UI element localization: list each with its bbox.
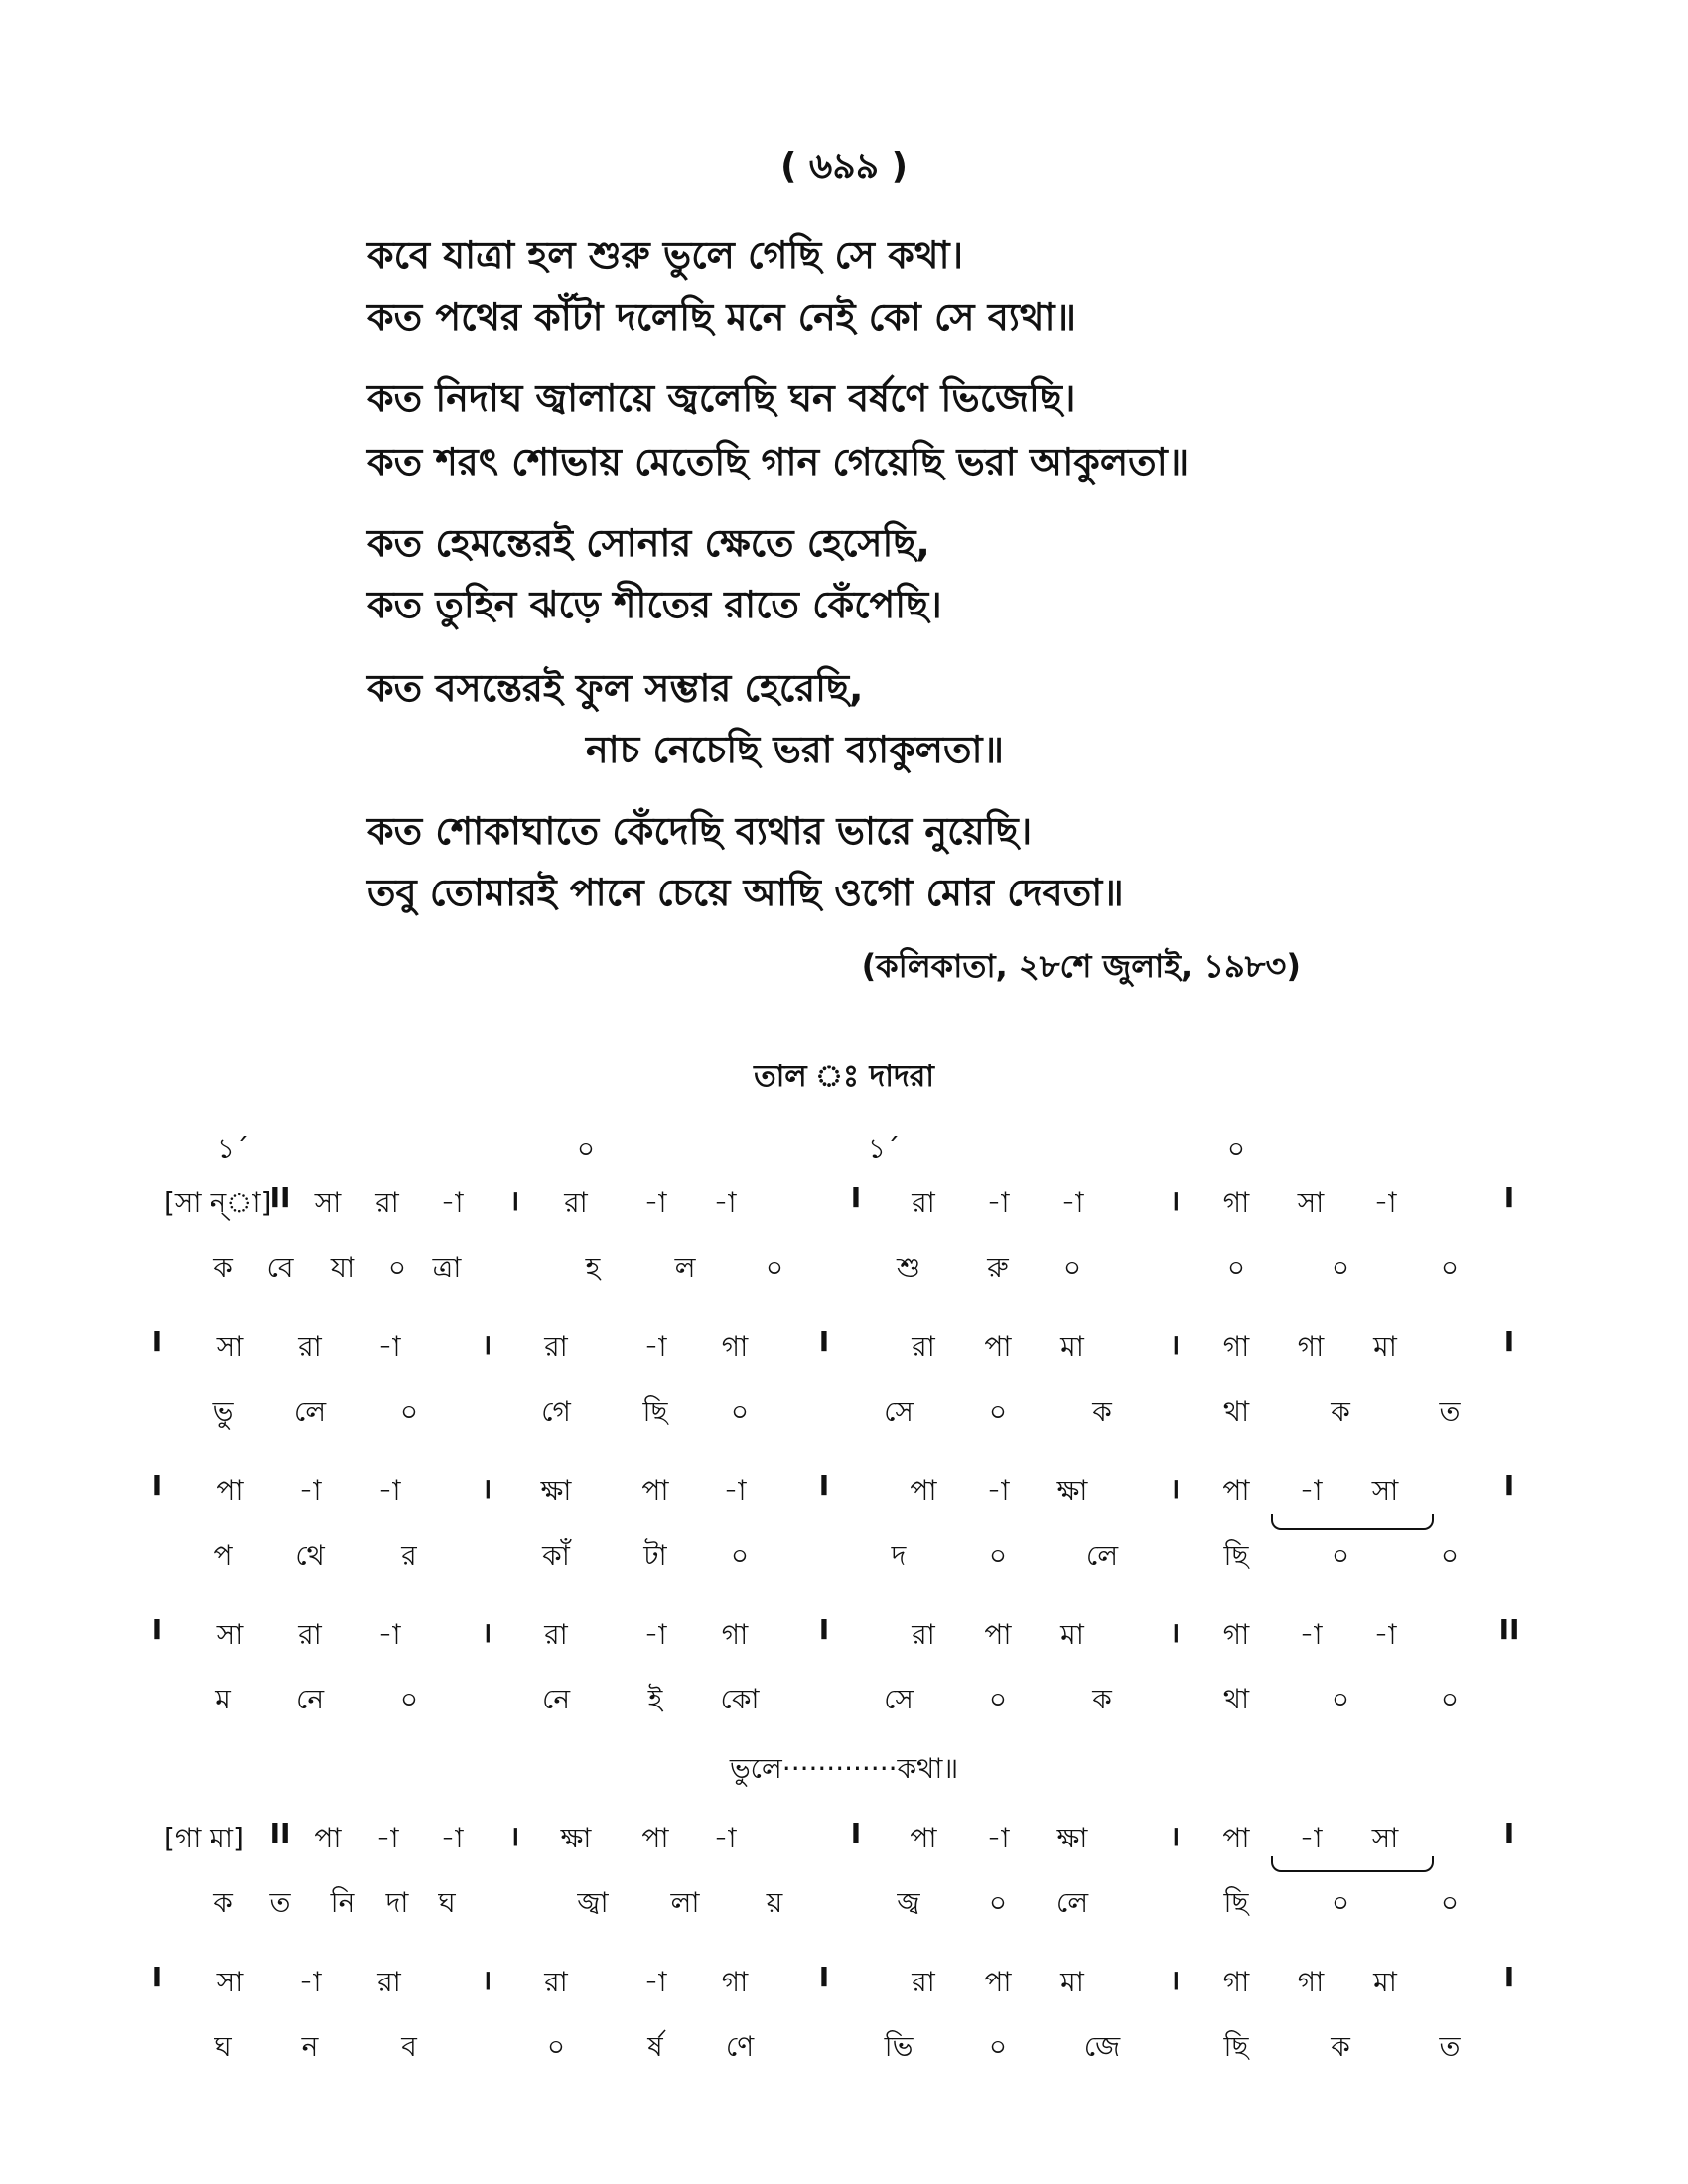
- notation-cell: ০: [546, 2030, 566, 2063]
- notation-cell: ০: [1440, 1886, 1460, 1919]
- barline: I: [1503, 1181, 1515, 1214]
- notation-cell: ক্ষা: [1056, 1474, 1088, 1507]
- notation-cell: ০: [1331, 1251, 1350, 1284]
- notation-cell: নে: [541, 1683, 571, 1715]
- lyric-line: নাচ নেচেছি ভরা ব্যাকুলতা॥: [586, 728, 1005, 771]
- lyric-line: কত তুহিন ঝড়ে শীতের রাতে কেঁপেছি।: [367, 583, 942, 626]
- notation-cell: সা: [216, 1330, 244, 1363]
- notation-cell: জ্ব: [897, 1886, 920, 1919]
- notation-cell: লা: [670, 1886, 700, 1919]
- notation-cell: সা: [216, 1618, 244, 1651]
- notation-cell: রা: [912, 1186, 935, 1219]
- notation-cell: টা: [643, 1539, 667, 1571]
- notation-cell: সা: [216, 1966, 244, 1998]
- lyric-line: কত হেমন্তেরই সোনার ক্ষেতে হেসেছি,: [367, 521, 930, 565]
- notation-cell: ০: [730, 1539, 750, 1571]
- notation-cell: লে: [293, 1395, 327, 1428]
- notation-cell: ০: [988, 1395, 1008, 1428]
- notation-cell: ক: [1331, 1395, 1350, 1428]
- notation-cell: মা: [1060, 1966, 1084, 1998]
- barline: ।: [1169, 1472, 1181, 1505]
- notation-cell: ০: [988, 1886, 1008, 1919]
- refrain-note: ভুলে·············কথা॥: [729, 1752, 959, 1785]
- notation-cell: -া: [375, 1822, 399, 1854]
- notation-cell: ত্রা: [432, 1251, 462, 1284]
- notation-cell: -া: [377, 1330, 401, 1363]
- notation-cell: -া: [1299, 1474, 1323, 1507]
- notation-cell: রু: [987, 1251, 1009, 1284]
- notation-cell: ণে: [725, 2030, 755, 2063]
- notation-cell: জ্বা: [577, 1886, 609, 1919]
- notation-cell: পা: [216, 1474, 244, 1507]
- notation-cell: গা: [1222, 1330, 1250, 1363]
- notation-cell: মা: [1060, 1330, 1084, 1363]
- notation-cell: গে: [541, 1395, 571, 1428]
- barline: ।: [1169, 1184, 1181, 1217]
- notation-cell: ছি: [1223, 2030, 1249, 2063]
- barline: II: [269, 1181, 291, 1214]
- notation-cell: -া: [723, 1474, 747, 1507]
- slur-mark: [1271, 1514, 1434, 1530]
- barline: I: [850, 1181, 862, 1214]
- lyric-line: কত পথের কাঁটা দলেছি মনে নেই কো সে ব্যথা॥: [367, 295, 1077, 339]
- barline: I: [151, 1961, 163, 1993]
- notation-cell: রা: [912, 1966, 935, 1998]
- notation-cell: ক: [213, 1251, 233, 1284]
- notation-cell: পা: [1222, 1822, 1250, 1854]
- notation-cell: পা: [641, 1474, 669, 1507]
- notation-cell: গা: [1222, 1966, 1250, 1998]
- notation-cell: -া: [713, 1186, 737, 1219]
- notation-cell: থা: [1222, 1683, 1250, 1715]
- notation-cell: গা: [1297, 1966, 1325, 1998]
- notation-cell: -া: [298, 1966, 322, 1998]
- notation-cell: ক: [1092, 1395, 1112, 1428]
- notation-cell: -া: [643, 1966, 667, 1998]
- notation-cell: গা: [721, 1330, 749, 1363]
- notation-cell: [সা ন্া]: [164, 1186, 272, 1219]
- notation-cell: প: [213, 1539, 233, 1571]
- notation-cell: ঘ: [438, 1886, 456, 1919]
- syllable-row: [0, 2025, 1688, 2065]
- notation-cell: পা: [314, 1822, 342, 1854]
- notation-cell: গা: [1222, 1186, 1250, 1219]
- barline: ।: [508, 1820, 520, 1852]
- notation-cell: জে: [1083, 2030, 1121, 2063]
- notation-cell: -া: [1373, 1186, 1397, 1219]
- lyric-line: কত শোকাঘাতে কেঁদেছি ব্যথার ভারে নুয়েছি।: [367, 809, 1033, 853]
- notation-cell: -া: [377, 1474, 401, 1507]
- notation-cell: -া: [1299, 1618, 1323, 1651]
- barline: ।: [1169, 1328, 1181, 1361]
- notation-cell: পা: [910, 1474, 937, 1507]
- notation-cell: রা: [912, 1330, 935, 1363]
- syllable-row: [0, 1678, 1688, 1717]
- page-number: ( ৬৯৯ ): [779, 146, 909, 187]
- notation-cell: নে: [295, 1683, 325, 1715]
- notation-cell: ০: [399, 1683, 419, 1715]
- barline: I: [850, 1817, 862, 1849]
- notation-cell: ০: [988, 1539, 1008, 1571]
- notation-cell: গা: [1297, 1330, 1325, 1363]
- notation-cell: পা: [1222, 1474, 1250, 1507]
- notation-cell: গা: [721, 1966, 749, 1998]
- notation-cell: সে: [884, 1683, 914, 1715]
- notation-cell: রা: [544, 1330, 568, 1363]
- lyric-line: কত নিদাঘ জ্বালায়ে জ্বলেছি ঘন বর্ষণে ভিজেছি।: [367, 376, 1076, 420]
- place-date: (কলিকাতা, ২৮শে জুলাই, ১৯৮৩): [861, 947, 1301, 985]
- notation-cell: ০: [765, 1251, 784, 1284]
- notation-row: [0, 1961, 1688, 2000]
- notation-cell: ০: [988, 2030, 1008, 2063]
- notation-cell: সা: [1371, 1822, 1399, 1854]
- barline: ।: [481, 1328, 492, 1361]
- notation-cell: রা: [544, 1618, 568, 1651]
- notation-cell: ঘ: [214, 2030, 232, 2063]
- notation-row: [0, 1325, 1688, 1365]
- notation-cell: -া: [440, 1186, 464, 1219]
- notation-cell: রা: [564, 1186, 588, 1219]
- notation-cell: ০: [988, 1683, 1008, 1715]
- syllable-row: [0, 1246, 1688, 1286]
- notation-cell: রা: [377, 1966, 401, 1998]
- notation-cell: দ: [891, 1539, 907, 1571]
- notation-cell: -া: [377, 1618, 401, 1651]
- notation-cell: মা: [1373, 1330, 1397, 1363]
- barline: I: [1503, 1469, 1515, 1502]
- notation-cell: ছি: [642, 1395, 668, 1428]
- notation-cell: ০: [1440, 1683, 1460, 1715]
- notation-cell: হ: [585, 1251, 601, 1284]
- notation-cell: ক: [1331, 2030, 1350, 2063]
- notation-cell: ০: [1226, 1132, 1246, 1164]
- notation-row: [0, 1817, 1688, 1856]
- notation-cell: -া: [1060, 1186, 1084, 1219]
- notation-cell: রা: [375, 1186, 399, 1219]
- notation-cell: ত: [1439, 2030, 1461, 2063]
- barline: I: [1503, 1961, 1515, 1993]
- tala-label: তাল ঃ দাদরা: [754, 1059, 934, 1094]
- notation-cell: ছি: [1223, 1886, 1249, 1919]
- notation-cell: গা: [1222, 1618, 1250, 1651]
- notation-cell: ০: [387, 1251, 407, 1284]
- notation-cell: বে: [266, 1251, 294, 1284]
- barline: ।: [481, 1472, 492, 1505]
- notation-cell: সা: [1371, 1474, 1399, 1507]
- slur-mark: [1271, 1856, 1434, 1872]
- notation-cell: রা: [298, 1330, 322, 1363]
- notation-cell: ০: [1226, 1251, 1246, 1284]
- notation-cell: ক: [213, 1886, 233, 1919]
- barline: ।: [1169, 1820, 1181, 1852]
- notation-cell: র্ষ: [647, 2030, 663, 2063]
- notation-cell: ০: [1440, 1539, 1460, 1571]
- notation-cell: পা: [984, 1330, 1012, 1363]
- notation-cell: ভু: [212, 1395, 234, 1428]
- notation-cell: ত: [269, 1886, 291, 1919]
- notation-cell: নি: [330, 1886, 355, 1919]
- notation-cell: ম: [215, 1683, 231, 1715]
- notation-cell: -া: [986, 1474, 1010, 1507]
- barline: ।: [508, 1184, 520, 1217]
- barline: I: [818, 1325, 830, 1358]
- notation-cell: ত: [1439, 1395, 1461, 1428]
- barline: ।: [1169, 1616, 1181, 1649]
- notation-cell: পা: [984, 1966, 1012, 1998]
- barline: I: [818, 1469, 830, 1502]
- notation-cell: ০: [1331, 1539, 1350, 1571]
- notation-cell: থে: [295, 1539, 325, 1571]
- barline: I: [1503, 1325, 1515, 1358]
- barline: ।: [481, 1964, 492, 1996]
- notation-row: [0, 1181, 1688, 1221]
- notation-cell: কাঁ: [542, 1539, 570, 1571]
- notation-cell: ০: [1331, 1683, 1350, 1715]
- barline: I: [151, 1325, 163, 1358]
- notation-cell: ০: [576, 1132, 596, 1164]
- notation-cell: ই: [647, 1683, 663, 1715]
- notation-cell: ক্ষা: [560, 1822, 592, 1854]
- notation-cell: সা: [314, 1186, 342, 1219]
- notation-cell: -া: [643, 1186, 667, 1219]
- notation-cell: য়: [766, 1886, 783, 1919]
- syllable-row: [0, 1534, 1688, 1573]
- notation-cell: র: [401, 1539, 417, 1571]
- notation-cell: শু: [896, 1251, 921, 1284]
- notation-cell: ০: [1062, 1251, 1082, 1284]
- notation-cell: -া: [1373, 1618, 1397, 1651]
- lyric-line: কত বসন্তেরই ফুল সম্ভার হেরেছি,: [367, 666, 864, 710]
- lyric-line: তবু তোমারই পানে চেয়ে আছি ওগো মোর দেবতা॥: [367, 871, 1124, 914]
- notation-cell: ১´: [216, 1132, 250, 1164]
- notation-cell: ক: [1092, 1683, 1112, 1715]
- notation-cell: -া: [986, 1186, 1010, 1219]
- syllable-row: [0, 1881, 1688, 1921]
- barline: I: [151, 1613, 163, 1646]
- notation-cell: ল: [674, 1251, 696, 1284]
- notation-row: [0, 1613, 1688, 1653]
- notation-cell: গা: [721, 1618, 749, 1651]
- notation-cell: মা: [1060, 1618, 1084, 1651]
- barline: II: [269, 1817, 291, 1849]
- barline: ।: [1169, 1964, 1181, 1996]
- barline: I: [818, 1961, 830, 1993]
- notation-cell: পা: [984, 1618, 1012, 1651]
- notation-cell: থা: [1222, 1395, 1250, 1428]
- notation-row: [0, 1469, 1688, 1509]
- notation-cell: সা: [1297, 1186, 1325, 1219]
- tala-marker-row: [0, 1127, 1688, 1166]
- notation-cell: ০: [1331, 1886, 1350, 1919]
- lyric-line: কত শরৎ শোভায় মেতেছি গান গেয়েছি ভরা আকুলতা॥: [367, 440, 1190, 483]
- notation-cell: মা: [1373, 1966, 1397, 1998]
- notation-cell: পা: [641, 1822, 669, 1854]
- notation-cell: -া: [298, 1474, 322, 1507]
- notation-cell: দা: [385, 1886, 409, 1919]
- notation-cell: ০: [399, 1395, 419, 1428]
- notation-cell: লে: [1055, 1886, 1089, 1919]
- notation-cell: ০: [1440, 1251, 1460, 1284]
- notation-cell: -া: [643, 1618, 667, 1651]
- notation-cell: ১´: [867, 1132, 901, 1164]
- notation-cell: রা: [912, 1618, 935, 1651]
- lyric-line: কবে যাত্রা হল শুরু ভুলে গেছি সে কথা।: [367, 233, 964, 277]
- notation-cell: লে: [1085, 1539, 1119, 1571]
- notation-cell: রা: [298, 1618, 322, 1651]
- notation-cell: -া: [1299, 1822, 1323, 1854]
- notation-cell: যা: [330, 1251, 355, 1284]
- notation-cell: [গা মা]: [164, 1822, 244, 1854]
- barline: II: [1498, 1613, 1520, 1646]
- notation-cell: ব: [401, 2030, 417, 2063]
- notation-cell: কো: [720, 1683, 760, 1715]
- notation-cell: ক্ষা: [1056, 1822, 1088, 1854]
- notation-cell: ০: [730, 1395, 750, 1428]
- barline: I: [151, 1469, 163, 1502]
- notation-cell: পা: [910, 1822, 937, 1854]
- notation-cell: ন: [301, 2030, 319, 2063]
- notation-cell: -া: [986, 1822, 1010, 1854]
- notation-cell: রা: [544, 1966, 568, 1998]
- notation-cell: -া: [713, 1822, 737, 1854]
- notation-cell: ছি: [1223, 1539, 1249, 1571]
- notation-cell: ভি: [884, 2030, 914, 2063]
- notation-cell: সে: [884, 1395, 914, 1428]
- barline: ।: [481, 1616, 492, 1649]
- barline: I: [818, 1613, 830, 1646]
- barline: I: [1503, 1817, 1515, 1849]
- notation-cell: -া: [643, 1330, 667, 1363]
- notation-cell: -া: [440, 1822, 464, 1854]
- notation-cell: ক্ষা: [540, 1474, 572, 1507]
- syllable-row: [0, 1390, 1688, 1430]
